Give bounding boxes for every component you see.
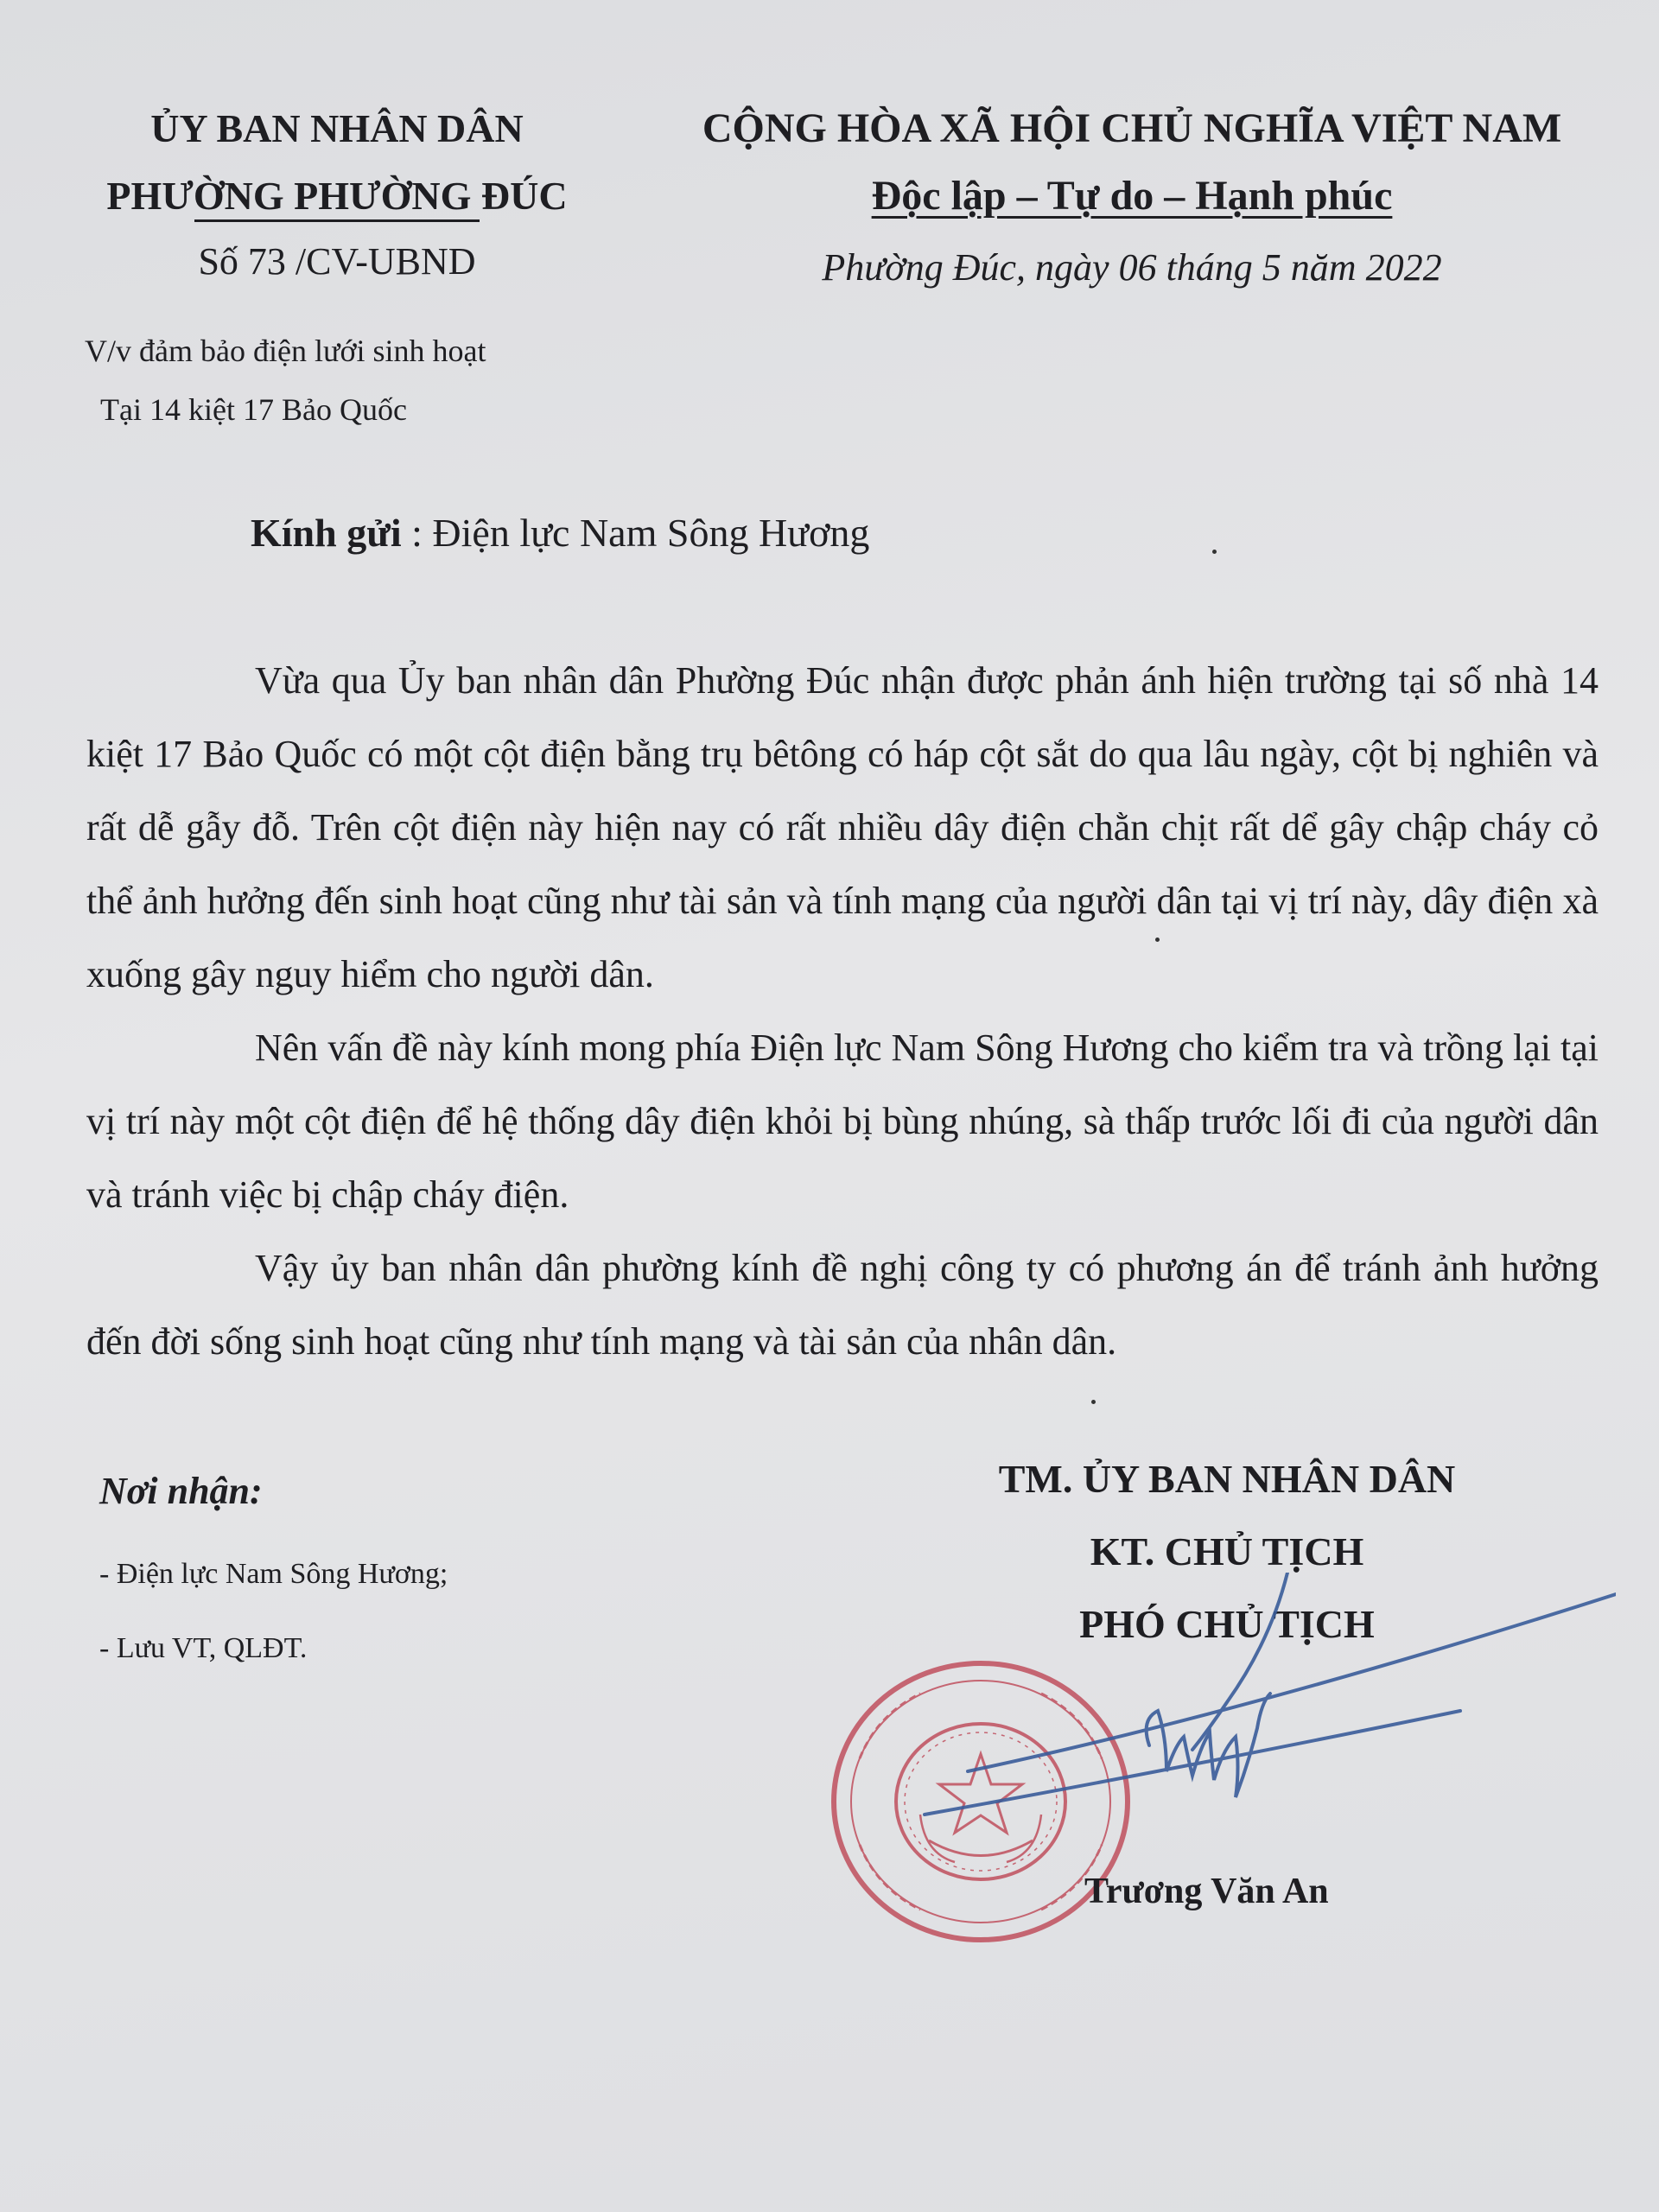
body-paragraph-2: Nên vấn đề này kính mong phía Điện lực Nam Sông Hương cho kiểm tra và trồng lại tại vị trí này một cột điện để hệ thống dây điện khỏi bị bùng nhúng, sà thấp trước lối đi của người dân và tránh việc bị chập cháy điện. — [86, 1027, 1599, 1216]
speck — [1091, 1400, 1096, 1404]
signature-title-2: KT. CHỦ TỊCH — [1090, 1529, 1364, 1573]
motto — [657, 162, 1607, 230]
nation-title: CỘNG HÒA XÃ HỘI CHỦ NGHĨA VIỆT NAM — [702, 105, 1562, 151]
body-paragraph-1: Vừa qua Ủy ban nhân dân Phường Đúc nhận được phản ánh hiện trường tại số nhà 14 kiệt 17 Bảo Quốc có một cột điện bằng trụ bêtông có háp cột sắt do qua lâu ngày, cột bị nghiên và rất dễ gẫy đỗ. Trên cột điện này hiện nay có rất nhiều dây điện chằn chịt rất dể gây chập cháy cỏ thể ảnh hưởng đến sinh hoạt cũng như tài sản và tính mạng của người dân tại vị trí này, dây điện xà xuống gây nguy hiểm cho người dân. — [86, 659, 1599, 995]
signature-title-3: PHÓ CHỦ TỊCH — [1079, 1602, 1375, 1646]
motto-text: Độc lập – Tự do – Hạnh phúc — [871, 173, 1393, 219]
org-line-1: ỦY BAN NHÂN DÂN — [150, 106, 524, 150]
recipient-label: Kính gửi — [251, 511, 402, 555]
speck — [1155, 938, 1160, 942]
recipients-list — [99, 1469, 448, 1686]
subject-line-1: V/v đảm bảo điện lưới sinh hoạt — [85, 334, 486, 368]
org-line-2-text: PHƯỜNG PHƯỜNG ĐÚC — [106, 174, 568, 218]
national-header — [657, 95, 1607, 289]
handwritten-signature — [907, 1573, 1616, 1901]
recipients-title: Nơi nhận: — [99, 1470, 263, 1512]
issuing-authority-header — [60, 95, 613, 288]
recipient-line — [251, 510, 869, 556]
document-number: Số 73 /CV-UBND — [198, 240, 476, 283]
recipient-separator: : — [401, 511, 433, 555]
signature-title-1: TM. ỦY BAN NHÂN DÂN — [998, 1457, 1456, 1501]
subject-block — [85, 321, 486, 439]
body-paragraph-3: Vậy ủy ban nhân dân phường kính đề nghị công ty có phương án để tránh ảnh hưởng đến đời sống sinh hoạt cũng như tính mạng và tài sản của nhân dân. — [86, 1247, 1599, 1363]
date-line: Phường Đúc, ngày 06 tháng 5 năm 2022 — [822, 246, 1442, 289]
recipient-name: Điện lực Nam Sông Hương — [432, 511, 870, 555]
letter-body — [86, 644, 1599, 1378]
recipient-item: - Điện lực Nam Sông Hương; — [99, 1558, 448, 1590]
recipient-item: - Lưu VT, QLĐT. — [99, 1632, 308, 1664]
speck — [1212, 550, 1217, 554]
subject-line-2: Tại 14 kiệt 17 Bảo Quốc — [100, 392, 407, 427]
org-line-2 — [60, 162, 613, 230]
signer-name: Trương Văn An — [1084, 1872, 1329, 1911]
